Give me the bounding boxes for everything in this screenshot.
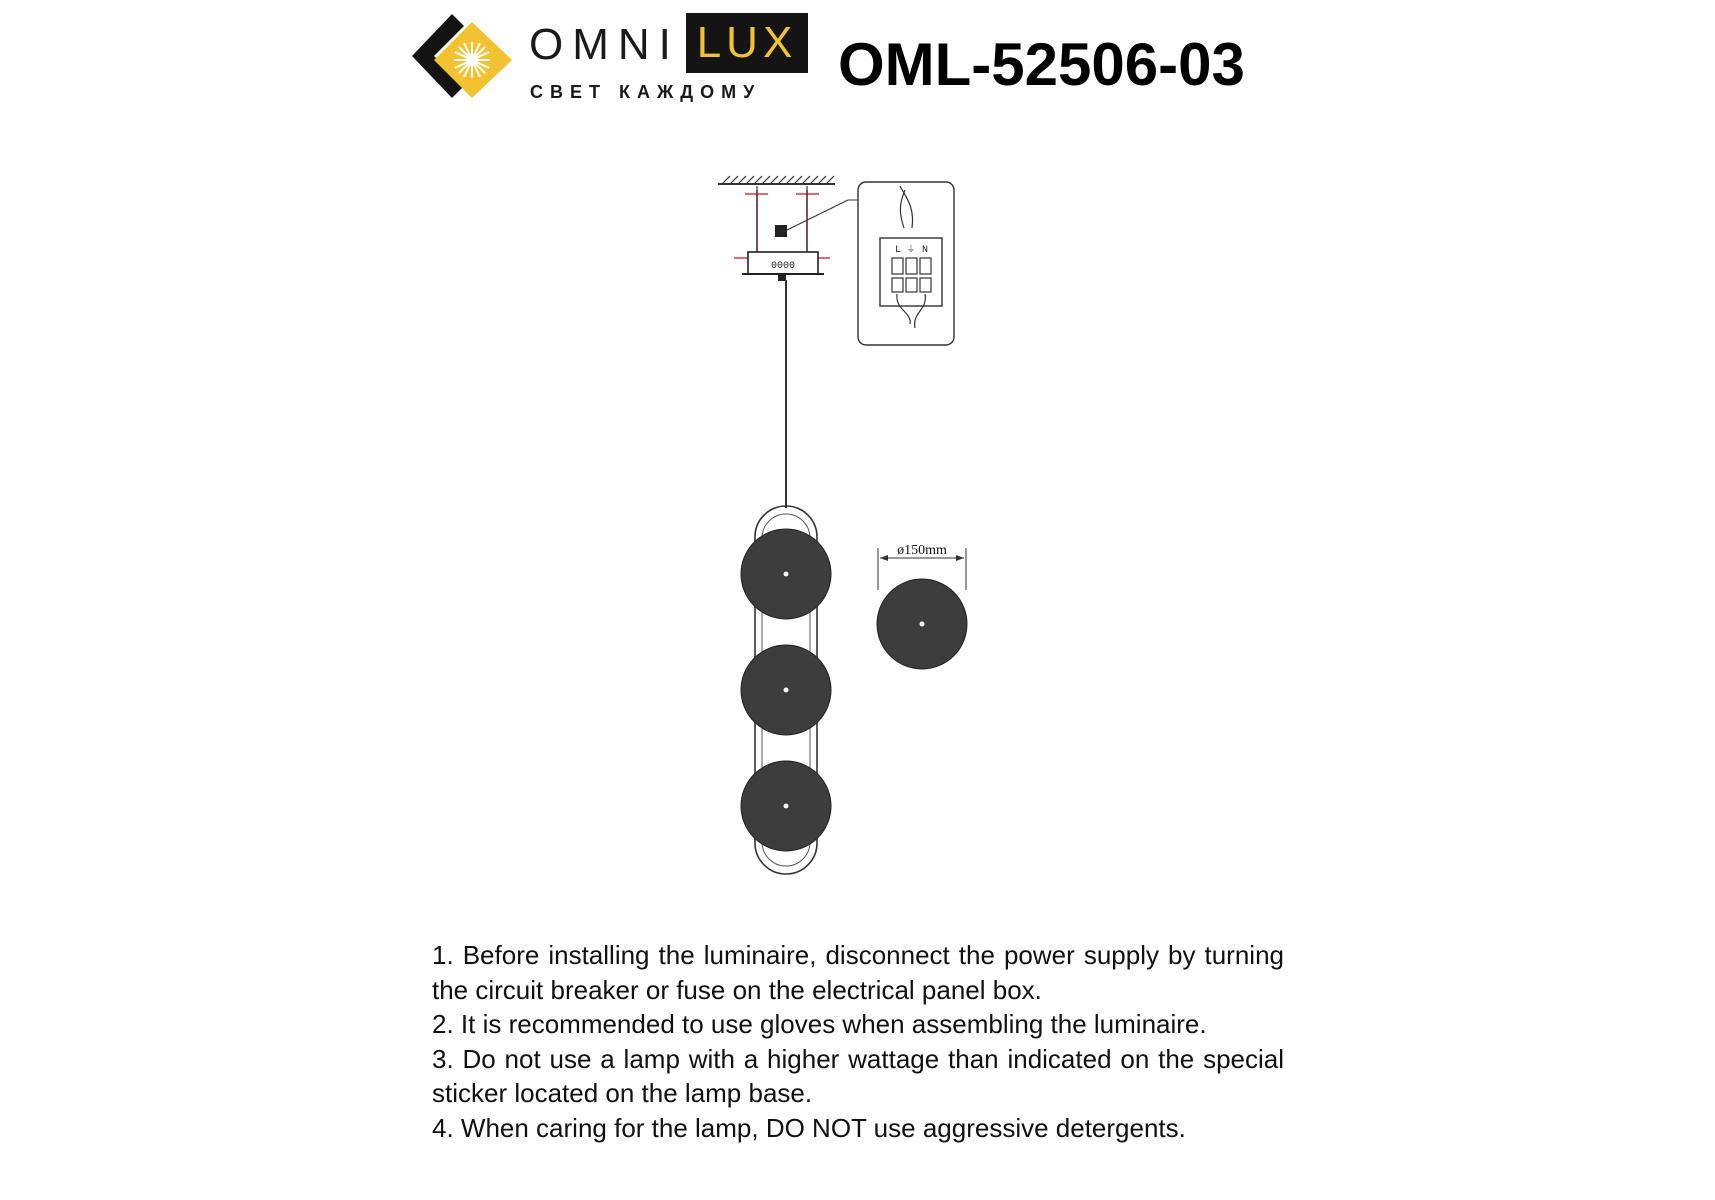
terminal-label-l: L [894,245,902,256]
instruction-item: 1. Before installing the luminaire, disconnect the power supply by turning the circuit breaker or fuse on the electrical panel box. [432,940,1284,1005]
instruction-item: 2. It is recommended to use gloves when assembling the luminaire. [432,1009,1207,1039]
instruction-item: 3. Do not use a lamp with a higher wattage than indicated on the special sticker located on the lamp base. [432,1043,1284,1108]
canopy-label: 0000 [770,261,796,272]
lamp-shade-disc [741,529,831,619]
brand-name-omni: OMNI [529,20,680,69]
brand-name-lux: LUX [686,13,808,73]
instructions-list [432,938,1284,1145]
diameter-label: ø150mm [897,543,947,558]
wiring-detail-callout [848,182,954,345]
canopy [742,252,824,281]
lamp-shade-disc [741,645,831,735]
lamp-shade-disc [741,761,831,851]
terminal-label-ground: ⏚ [906,245,916,255]
mounting-bracket [734,190,830,258]
disc-dimension-view [877,543,967,669]
terminal-label-n: N [921,245,929,256]
instruction-item: 4. When caring for the lamp, DO NOT use aggressive detergents. [432,1112,1186,1143]
ceiling [718,176,835,184]
brand-tagline: СВЕТ КАЖДОМУ [530,82,762,102]
model-number: OML-52506-03 [838,31,1245,98]
